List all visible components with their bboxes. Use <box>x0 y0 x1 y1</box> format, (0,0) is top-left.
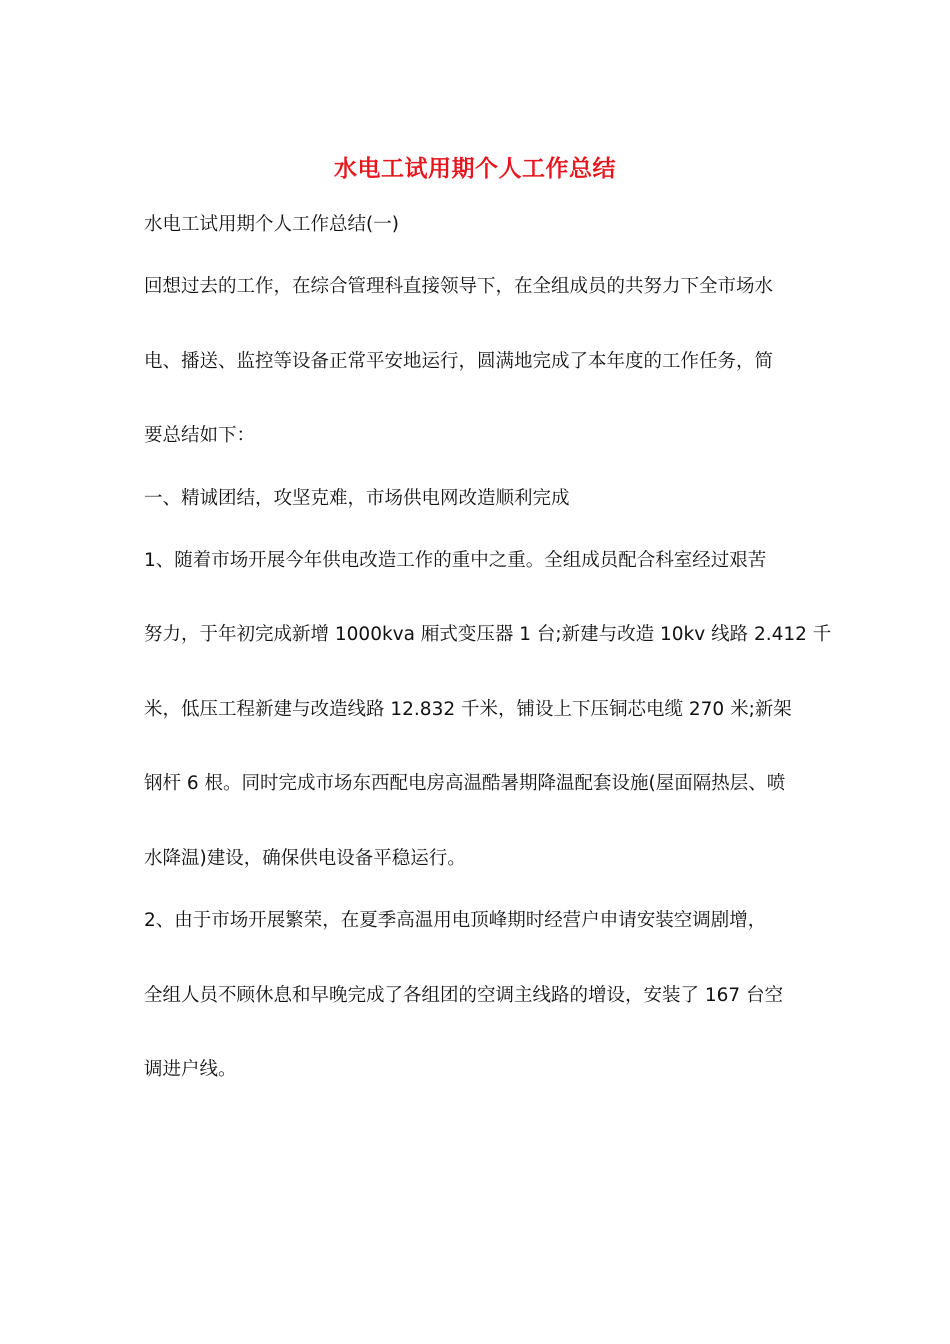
paragraph-line: 调进户线。 <box>144 1059 237 1080</box>
paragraph-line: 米，低压工程新建与改造线路 12.832 千米，铺设上下压铜芯电缆 270 米;新架 <box>144 699 792 720</box>
subsection-heading: 一、精诚团结，攻坚克难，市场供电网改造顺利完成 <box>144 488 570 509</box>
paragraph-line: 努力，于年初完成新增 1000kva 厢式变压器 1 台;新建与改造 10kv 线路 2.412 千 <box>144 624 832 645</box>
paragraph-line: 电、播送、监控等设备正常平安地运行，圆满地完成了本年度的工作任务，简 <box>144 351 774 372</box>
section-heading: 水电工试用期个人工作总结(一) <box>144 214 399 235</box>
paragraph-line: 1、随着市场开展今年供电改造工作的重中之重。全组成员配合科室经过艰苦 <box>144 550 767 571</box>
paragraph-line: 钢杆 6 根。同时完成市场东西配电房高温酷暑期降温配套设施(屋面隔热层、喷 <box>144 773 786 794</box>
paragraph-line: 水降温)建设，确保供电设备平稳运行。 <box>144 848 466 869</box>
paragraph-line: 要总结如下： <box>144 425 256 446</box>
paragraph-line: 2、由于市场开展繁荣，在夏季高温用电顶峰期时经营户申请安装空调剧增， <box>144 910 767 931</box>
document-title: 水电工试用期个人工作总结 <box>334 155 616 182</box>
paragraph-line: 回想过去的工作，在综合管理科直接领导下，在全组成员的共努力下全市场水 <box>144 276 774 297</box>
paragraph-line: 全组人员不顾休息和早晚完成了各组团的空调主线路的增设，安装了 167 台空 <box>144 985 784 1006</box>
